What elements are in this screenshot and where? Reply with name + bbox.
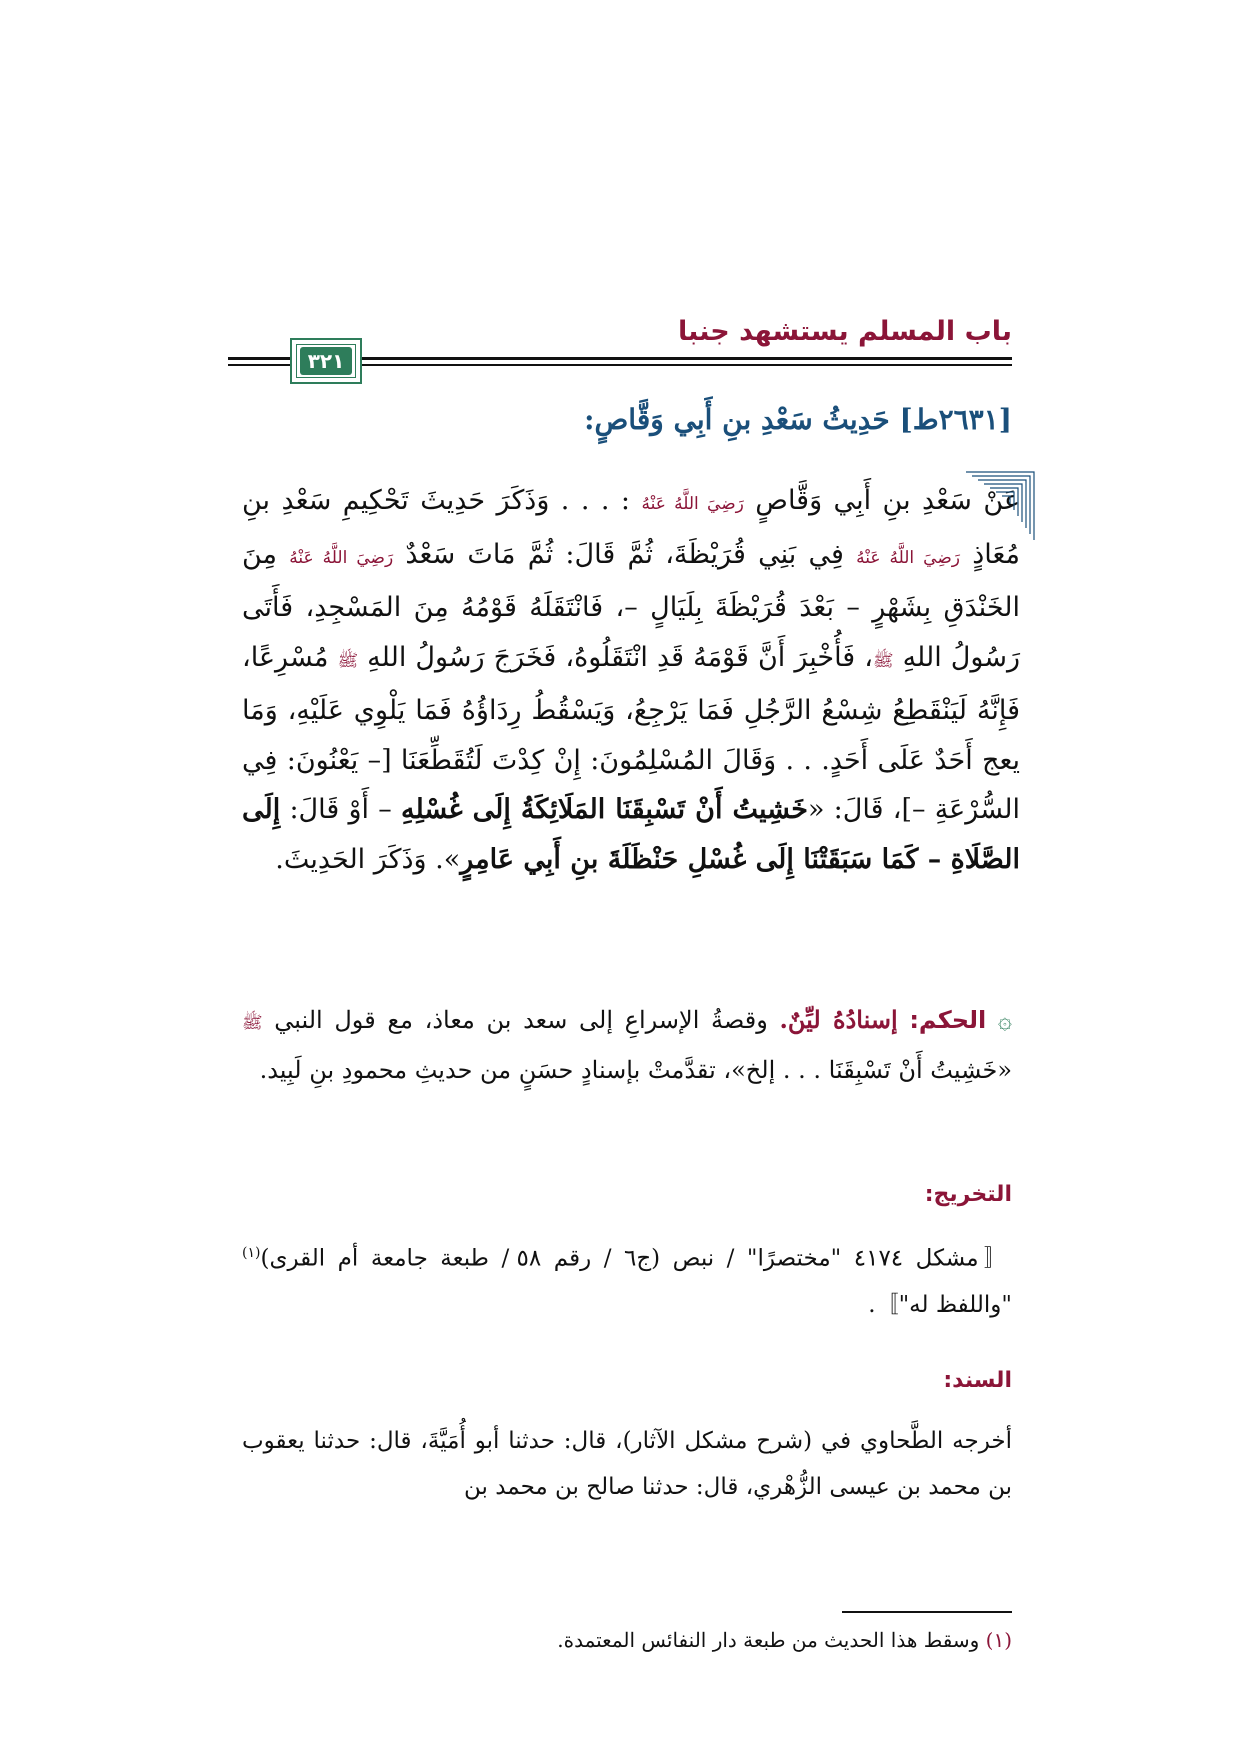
hadith-text-part: – أَوْ قَالَ: xyxy=(280,794,401,825)
hadith-text-part: ». وَذَكَرَ الحَدِيثَ. xyxy=(275,843,461,875)
flower-bullet-icon: ۞ xyxy=(997,1006,1012,1034)
page-number: ٣٢١ xyxy=(300,347,353,375)
honorific-mark: رَضِيَ اللَّهُ عَنْهُ xyxy=(641,494,744,514)
footnote-number: (١) xyxy=(985,1628,1012,1652)
ruling-text: «خَشِيتُ أَنْ تَسْبِقَنَا . . . إلخ»، تقدَّمتْ بإسنادٍ حسَنٍ من حديثِ محمودِ بنِ لَبِيد. xyxy=(259,1056,1012,1084)
header-rule-right-bottom xyxy=(362,364,1012,366)
decorative-corner-icon xyxy=(966,470,1036,540)
sanad-text: أخرجه الطَّحاوي في (شرح مشكل الآثار)، قال: حدثنا أبو أُمَيَّةَ، قال: حدثنا يعقوب بن محمد بن عيسى الزُّهْري، قال: حدثنا صالح بن محمد بن xyxy=(242,1428,1012,1500)
header-rule-right-top xyxy=(362,357,1012,360)
ruling-label: الحكم: xyxy=(909,1006,987,1034)
prophetic-saying: خَشِيتُ أَنْ تَسْبِقَنَا المَلَائِكَةُ إِلَى غُسْلِهِ xyxy=(401,794,808,825)
footnote xyxy=(557,1628,1012,1652)
honorific-mark: ﷺ xyxy=(872,650,894,671)
hadith-text xyxy=(242,476,1020,884)
honorific-mark: ﷺ xyxy=(242,1013,263,1033)
ruling-verdict: إسنادُهُ ليِّنٌ. xyxy=(779,1005,898,1034)
hadith-heading: [٢٦٣١ط] حَدِيثُ سَعْدِ بنِ أَبِي وَقَّاصٍ: xyxy=(584,403,1012,436)
header-rule-left-bottom xyxy=(228,364,290,366)
hadith-text-part: فِي بَنِي قُرَيْظَةَ، ثُمَّ قَالَ: ثُمَّ مَاتَ سَعْدٌ xyxy=(405,538,844,570)
hadith-text-part: مُسْرِعًا، فَإِنَّهُ لَيَنْقَطِعُ شِسْعُ الرَّجُلِ فَمَا يَرْجِعُ، وَيَسْقُطُ رِدَاؤُهُ فَمَا يَلْوِي عَلَيْهِ، وَمَا يعج أَحَدٌ عَلَى أَحَدٍ. . . وَقَالَ المُسْلِمُونَ: إِنْ كِدْتَ لَتُقَطِّعَنَا [– يَعْنُونَ: فِي السُّرْعَةِ –]، قَالَ: « xyxy=(242,641,1021,825)
takhrij-body-end: "واللفظ له"〛. xyxy=(868,1291,1012,1318)
footnote-text: وسقط هذا الحديث من طبعة دار النفائس المعتمدة. xyxy=(557,1628,980,1652)
footnote-separator xyxy=(842,1611,1012,1613)
honorific-mark: ﷺ xyxy=(337,650,359,671)
hadith-text-part: ، فَأُخْبِرَ أَنَّ قَوْمَهُ قَدِ انْتَقَلُوهُ، فَخَرَجَ رَسُولُ اللهِ xyxy=(367,641,873,673)
takhrij-body: 〚مشكل ٤١٧٤ "مختصرًا" / نبص (ج٦ / رقم ٥٨ / طبعة جامعة أم القرى) xyxy=(260,1245,1013,1272)
footnote-reference[interactable]: (١) xyxy=(242,1245,261,1261)
honorific-mark: رَضِيَ اللَّهُ عَنْهُ xyxy=(856,547,960,568)
takhrij-text xyxy=(242,1230,1012,1328)
sanad-heading: السند: xyxy=(943,1368,1012,1393)
ruling-text: وقصةُ الإسراعِ إلى سعد بن معاذ، مع قول النبي xyxy=(274,1006,768,1034)
header-rule-left-top xyxy=(228,357,290,360)
takhrij-heading: التخريج: xyxy=(924,1182,1012,1207)
hadith-text-part: : . . . وَذَكَرَ حَدِيثَ تَحْكِيمِ سَعْدِ بنِ مُعَاذٍ xyxy=(242,485,1020,570)
page-number-badge xyxy=(290,338,362,384)
hadith-text-part: مِنَ الخَنْدَقِ بِشَهْرٍ – بَعْدَ قُرَيْظَةَ بِلَيَالٍ –، فَانْتَقَلَهُ قَوْمُهُ مِنَ المَسْجِدِ، فَأَتَى رَسُولُ اللهِ xyxy=(242,538,1020,673)
prophetic-saying: إِلَى الصَّلَاةِ – كَمَا سَبَقَتْنَا إِلَى غُسْلِ حَنْظَلَةَ بنِ أَبِي عَامِرٍ xyxy=(242,794,1020,875)
honorific-mark: رَضِيَ اللَّهُ عَنْهُ xyxy=(289,547,394,568)
ruling-paragraph xyxy=(242,996,1012,1094)
hadith-quote-box xyxy=(242,476,1020,966)
chapter-title: باب المسلم يستشهد جنبا xyxy=(678,316,1012,347)
hadith-text-part: عَنْ سَعْدِ بنِ أَبِي وَقَّاصٍ xyxy=(755,485,1020,516)
